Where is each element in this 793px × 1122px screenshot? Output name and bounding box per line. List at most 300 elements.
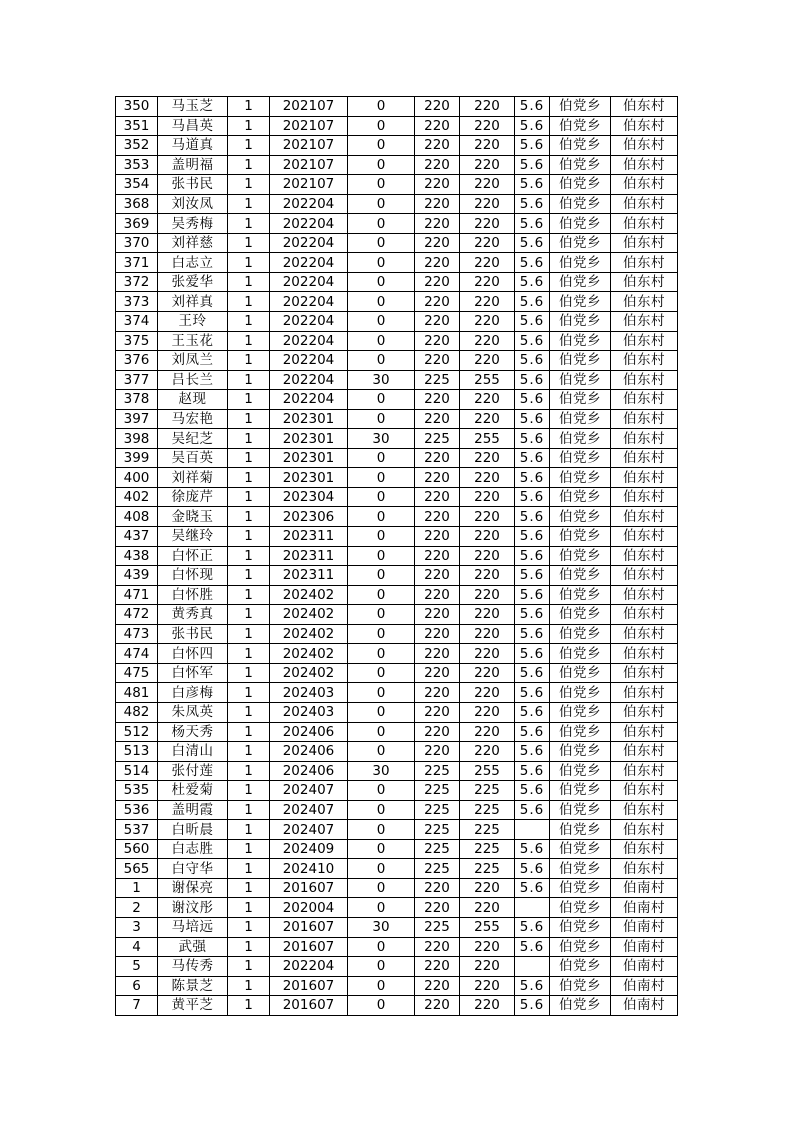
cell-total-amount: 220 xyxy=(460,409,515,429)
cell-start-month: 202204 xyxy=(270,214,348,234)
cell-base-amount: 220 xyxy=(415,312,460,332)
cell-base-amount: 220 xyxy=(415,507,460,527)
table-row xyxy=(116,820,678,840)
table-row xyxy=(116,448,678,468)
table-row xyxy=(116,253,678,273)
table-row xyxy=(116,292,678,312)
cell-subsidy: 0 xyxy=(348,331,415,351)
cell-subsidy: 0 xyxy=(348,155,415,175)
cell-household-count: 1 xyxy=(228,917,270,937)
cell-start-month: 202301 xyxy=(270,429,348,449)
table-row xyxy=(116,116,678,136)
cell-serial-number: 536 xyxy=(116,800,158,820)
cell-serial-number: 370 xyxy=(116,233,158,253)
table-row xyxy=(116,585,678,605)
table-row xyxy=(116,917,678,937)
cell-household-count: 1 xyxy=(228,370,270,390)
cell-township: 伯党乡 xyxy=(550,781,611,801)
cell-household-count: 1 xyxy=(228,605,270,625)
cell-township: 伯党乡 xyxy=(550,878,611,898)
cell-name: 杜爱菊 xyxy=(158,781,228,801)
cell-subsidy: 0 xyxy=(348,312,415,332)
cell-township: 伯党乡 xyxy=(550,800,611,820)
cell-village: 伯东村 xyxy=(611,781,678,801)
cell-serial-number: 475 xyxy=(116,663,158,683)
cell-township: 伯党乡 xyxy=(550,663,611,683)
table-row xyxy=(116,546,678,566)
cell-name: 吴纪芝 xyxy=(158,429,228,449)
cell-township: 伯党乡 xyxy=(550,839,611,859)
cell-serial-number: 400 xyxy=(116,468,158,488)
cell-village: 伯南村 xyxy=(611,957,678,977)
cell-village: 伯南村 xyxy=(611,976,678,996)
cell-village: 伯东村 xyxy=(611,116,678,136)
cell-subsidy: 0 xyxy=(348,878,415,898)
cell-total-amount: 220 xyxy=(460,175,515,195)
cell-household-count: 1 xyxy=(228,859,270,879)
cell-base-amount: 220 xyxy=(415,566,460,586)
cell-village: 伯南村 xyxy=(611,878,678,898)
cell-township: 伯党乡 xyxy=(550,566,611,586)
cell-serial-number: 353 xyxy=(116,155,158,175)
cell-base-amount: 220 xyxy=(415,527,460,547)
table-row xyxy=(116,194,678,214)
table-row xyxy=(116,312,678,332)
cell-township: 伯党乡 xyxy=(550,937,611,957)
cell-village: 伯东村 xyxy=(611,527,678,547)
cell-subsidy: 0 xyxy=(348,820,415,840)
cell-start-month: 202403 xyxy=(270,702,348,722)
cell-rate xyxy=(515,820,550,840)
table-row xyxy=(116,761,678,781)
cell-serial-number: 560 xyxy=(116,839,158,859)
cell-household-count: 1 xyxy=(228,253,270,273)
cell-household-count: 1 xyxy=(228,175,270,195)
cell-subsidy: 0 xyxy=(348,175,415,195)
cell-household-count: 1 xyxy=(228,351,270,371)
cell-name: 黄秀真 xyxy=(158,605,228,625)
cell-household-count: 1 xyxy=(228,155,270,175)
cell-serial-number: 482 xyxy=(116,702,158,722)
cell-serial-number: 473 xyxy=(116,624,158,644)
cell-name: 白怀正 xyxy=(158,546,228,566)
cell-township: 伯党乡 xyxy=(550,898,611,918)
cell-serial-number: 537 xyxy=(116,820,158,840)
cell-start-month: 202406 xyxy=(270,722,348,742)
cell-base-amount: 220 xyxy=(415,409,460,429)
cell-serial-number: 565 xyxy=(116,859,158,879)
cell-serial-number: 402 xyxy=(116,487,158,507)
cell-base-amount: 220 xyxy=(415,194,460,214)
cell-serial-number: 408 xyxy=(116,507,158,527)
cell-household-count: 1 xyxy=(228,136,270,156)
cell-base-amount: 220 xyxy=(415,585,460,605)
cell-township: 伯党乡 xyxy=(550,136,611,156)
cell-start-month: 202204 xyxy=(270,292,348,312)
cell-subsidy: 0 xyxy=(348,468,415,488)
cell-township: 伯党乡 xyxy=(550,859,611,879)
cell-serial-number: 377 xyxy=(116,370,158,390)
table-row xyxy=(116,175,678,195)
records-table-body xyxy=(116,97,678,1016)
table-row xyxy=(116,409,678,429)
cell-total-amount: 220 xyxy=(460,487,515,507)
cell-rate: 5.6 xyxy=(515,644,550,664)
cell-base-amount: 220 xyxy=(415,937,460,957)
cell-serial-number: 474 xyxy=(116,644,158,664)
cell-township: 伯党乡 xyxy=(550,761,611,781)
cell-household-count: 1 xyxy=(228,820,270,840)
cell-start-month: 201607 xyxy=(270,917,348,937)
cell-start-month: 202406 xyxy=(270,742,348,762)
cell-township: 伯党乡 xyxy=(550,448,611,468)
cell-name: 赵现 xyxy=(158,390,228,410)
cell-start-month: 202204 xyxy=(270,253,348,273)
cell-start-month: 202403 xyxy=(270,683,348,703)
cell-subsidy: 0 xyxy=(348,136,415,156)
cell-rate: 5.6 xyxy=(515,370,550,390)
cell-village: 伯东村 xyxy=(611,820,678,840)
cell-name: 谢保亮 xyxy=(158,878,228,898)
cell-name: 马培远 xyxy=(158,917,228,937)
cell-rate: 5.6 xyxy=(515,527,550,547)
cell-township: 伯党乡 xyxy=(550,292,611,312)
cell-start-month: 201607 xyxy=(270,937,348,957)
cell-base-amount: 220 xyxy=(415,468,460,488)
cell-start-month: 202204 xyxy=(270,957,348,977)
cell-household-count: 1 xyxy=(228,878,270,898)
table-row xyxy=(116,839,678,859)
cell-name: 白志立 xyxy=(158,253,228,273)
cell-start-month: 202402 xyxy=(270,624,348,644)
cell-base-amount: 225 xyxy=(415,859,460,879)
cell-start-month: 202204 xyxy=(270,390,348,410)
table-row xyxy=(116,370,678,390)
cell-base-amount: 220 xyxy=(415,605,460,625)
table-row xyxy=(116,136,678,156)
cell-village: 伯东村 xyxy=(611,214,678,234)
cell-rate: 5.6 xyxy=(515,312,550,332)
table-row xyxy=(116,859,678,879)
cell-household-count: 1 xyxy=(228,468,270,488)
cell-township: 伯党乡 xyxy=(550,644,611,664)
cell-household-count: 1 xyxy=(228,116,270,136)
cell-name: 陈景芝 xyxy=(158,976,228,996)
cell-subsidy: 0 xyxy=(348,722,415,742)
cell-rate: 5.6 xyxy=(515,448,550,468)
cell-total-amount: 220 xyxy=(460,292,515,312)
cell-subsidy: 30 xyxy=(348,429,415,449)
cell-village: 伯东村 xyxy=(611,312,678,332)
cell-serial-number: 352 xyxy=(116,136,158,156)
cell-start-month: 202204 xyxy=(270,331,348,351)
cell-household-count: 1 xyxy=(228,546,270,566)
cell-subsidy: 0 xyxy=(348,507,415,527)
cell-subsidy: 30 xyxy=(348,370,415,390)
cell-township: 伯党乡 xyxy=(550,409,611,429)
table-row xyxy=(116,742,678,762)
cell-total-amount: 220 xyxy=(460,194,515,214)
cell-base-amount: 225 xyxy=(415,429,460,449)
cell-rate: 5.6 xyxy=(515,468,550,488)
cell-household-count: 1 xyxy=(228,742,270,762)
cell-village: 伯东村 xyxy=(611,233,678,253)
cell-start-month: 202107 xyxy=(270,175,348,195)
cell-total-amount: 220 xyxy=(460,878,515,898)
cell-name: 张书民 xyxy=(158,624,228,644)
cell-base-amount: 220 xyxy=(415,292,460,312)
cell-base-amount: 225 xyxy=(415,917,460,937)
cell-total-amount: 225 xyxy=(460,820,515,840)
cell-subsidy: 0 xyxy=(348,663,415,683)
cell-serial-number: 481 xyxy=(116,683,158,703)
cell-base-amount: 225 xyxy=(415,370,460,390)
cell-name: 黄平芝 xyxy=(158,996,228,1016)
cell-subsidy: 0 xyxy=(348,527,415,547)
cell-household-count: 1 xyxy=(228,97,270,117)
cell-subsidy: 30 xyxy=(348,761,415,781)
cell-total-amount: 220 xyxy=(460,644,515,664)
cell-household-count: 1 xyxy=(228,292,270,312)
table-row xyxy=(116,996,678,1016)
cell-name: 张书民 xyxy=(158,175,228,195)
cell-serial-number: 397 xyxy=(116,409,158,429)
cell-household-count: 1 xyxy=(228,644,270,664)
table-row xyxy=(116,663,678,683)
cell-household-count: 1 xyxy=(228,585,270,605)
table-row xyxy=(116,957,678,977)
cell-total-amount: 220 xyxy=(460,116,515,136)
cell-name: 谢汶彤 xyxy=(158,898,228,918)
cell-village: 伯东村 xyxy=(611,97,678,117)
cell-name: 白守华 xyxy=(158,859,228,879)
cell-total-amount: 220 xyxy=(460,624,515,644)
cell-subsidy: 0 xyxy=(348,253,415,273)
cell-subsidy: 0 xyxy=(348,839,415,859)
table-row xyxy=(116,468,678,488)
cell-subsidy: 0 xyxy=(348,937,415,957)
cell-start-month: 202311 xyxy=(270,546,348,566)
cell-rate: 5.6 xyxy=(515,917,550,937)
table-row xyxy=(116,878,678,898)
cell-household-count: 1 xyxy=(228,683,270,703)
cell-household-count: 1 xyxy=(228,976,270,996)
cell-serial-number: 471 xyxy=(116,585,158,605)
cell-total-amount: 220 xyxy=(460,702,515,722)
cell-village: 伯东村 xyxy=(611,175,678,195)
cell-start-month: 202311 xyxy=(270,527,348,547)
cell-total-amount: 225 xyxy=(460,859,515,879)
table-row xyxy=(116,683,678,703)
cell-base-amount: 220 xyxy=(415,136,460,156)
cell-township: 伯党乡 xyxy=(550,624,611,644)
cell-village: 伯东村 xyxy=(611,546,678,566)
cell-base-amount: 220 xyxy=(415,624,460,644)
cell-start-month: 202004 xyxy=(270,898,348,918)
cell-rate: 5.6 xyxy=(515,97,550,117)
cell-total-amount: 220 xyxy=(460,683,515,703)
cell-township: 伯党乡 xyxy=(550,976,611,996)
cell-name: 刘祥真 xyxy=(158,292,228,312)
cell-name: 白怀四 xyxy=(158,644,228,664)
cell-total-amount: 220 xyxy=(460,976,515,996)
table-row xyxy=(116,233,678,253)
cell-serial-number: 6 xyxy=(116,976,158,996)
cell-name: 刘祥菊 xyxy=(158,468,228,488)
cell-village: 伯东村 xyxy=(611,370,678,390)
cell-subsidy: 0 xyxy=(348,898,415,918)
cell-total-amount: 220 xyxy=(460,898,515,918)
cell-name: 马道真 xyxy=(158,136,228,156)
cell-township: 伯党乡 xyxy=(550,175,611,195)
cell-rate: 5.6 xyxy=(515,546,550,566)
cell-township: 伯党乡 xyxy=(550,331,611,351)
table-row xyxy=(116,624,678,644)
cell-base-amount: 220 xyxy=(415,546,460,566)
cell-total-amount: 225 xyxy=(460,839,515,859)
cell-total-amount: 220 xyxy=(460,214,515,234)
cell-start-month: 201607 xyxy=(270,976,348,996)
cell-household-count: 1 xyxy=(228,487,270,507)
cell-rate: 5.6 xyxy=(515,214,550,234)
cell-rate: 5.6 xyxy=(515,800,550,820)
cell-total-amount: 220 xyxy=(460,448,515,468)
cell-name: 白怀军 xyxy=(158,663,228,683)
cell-rate: 5.6 xyxy=(515,683,550,703)
cell-township: 伯党乡 xyxy=(550,917,611,937)
cell-rate: 5.6 xyxy=(515,429,550,449)
cell-village: 伯东村 xyxy=(611,194,678,214)
cell-rate: 5.6 xyxy=(515,390,550,410)
cell-total-amount: 225 xyxy=(460,800,515,820)
cell-village: 伯东村 xyxy=(611,566,678,586)
cell-rate: 5.6 xyxy=(515,136,550,156)
cell-name: 武强 xyxy=(158,937,228,957)
cell-total-amount: 220 xyxy=(460,546,515,566)
cell-village: 伯东村 xyxy=(611,722,678,742)
cell-household-count: 1 xyxy=(228,839,270,859)
cell-subsidy: 0 xyxy=(348,644,415,664)
table-row xyxy=(116,390,678,410)
cell-name: 白志胜 xyxy=(158,839,228,859)
cell-serial-number: 4 xyxy=(116,937,158,957)
cell-rate: 5.6 xyxy=(515,859,550,879)
table-row xyxy=(116,800,678,820)
table-row xyxy=(116,97,678,117)
cell-start-month: 202301 xyxy=(270,468,348,488)
cell-start-month: 201607 xyxy=(270,878,348,898)
cell-rate: 5.6 xyxy=(515,409,550,429)
cell-total-amount: 220 xyxy=(460,663,515,683)
cell-subsidy: 0 xyxy=(348,702,415,722)
cell-serial-number: 376 xyxy=(116,351,158,371)
cell-household-count: 1 xyxy=(228,390,270,410)
cell-township: 伯党乡 xyxy=(550,272,611,292)
cell-rate: 5.6 xyxy=(515,663,550,683)
table-row xyxy=(116,605,678,625)
cell-name: 刘汝凤 xyxy=(158,194,228,214)
table-row xyxy=(116,937,678,957)
table-row xyxy=(116,527,678,547)
cell-start-month: 202407 xyxy=(270,820,348,840)
cell-household-count: 1 xyxy=(228,272,270,292)
cell-total-amount: 220 xyxy=(460,312,515,332)
cell-start-month: 202204 xyxy=(270,233,348,253)
cell-township: 伯党乡 xyxy=(550,585,611,605)
cell-township: 伯党乡 xyxy=(550,722,611,742)
cell-township: 伯党乡 xyxy=(550,957,611,977)
cell-name: 吕长兰 xyxy=(158,370,228,390)
table-row xyxy=(116,644,678,664)
cell-village: 伯东村 xyxy=(611,839,678,859)
cell-total-amount: 220 xyxy=(460,996,515,1016)
cell-subsidy: 0 xyxy=(348,194,415,214)
cell-household-count: 1 xyxy=(228,527,270,547)
cell-household-count: 1 xyxy=(228,663,270,683)
cell-name: 王玲 xyxy=(158,312,228,332)
cell-subsidy: 0 xyxy=(348,97,415,117)
cell-household-count: 1 xyxy=(228,702,270,722)
cell-name: 盖明霞 xyxy=(158,800,228,820)
cell-start-month: 202204 xyxy=(270,272,348,292)
cell-serial-number: 354 xyxy=(116,175,158,195)
cell-start-month: 202311 xyxy=(270,566,348,586)
cell-subsidy: 0 xyxy=(348,409,415,429)
cell-township: 伯党乡 xyxy=(550,605,611,625)
cell-serial-number: 1 xyxy=(116,878,158,898)
cell-township: 伯党乡 xyxy=(550,312,611,332)
table-row xyxy=(116,566,678,586)
cell-rate xyxy=(515,957,550,977)
table-row xyxy=(116,214,678,234)
cell-rate: 5.6 xyxy=(515,605,550,625)
cell-subsidy: 0 xyxy=(348,351,415,371)
cell-start-month: 202107 xyxy=(270,97,348,117)
cell-base-amount: 220 xyxy=(415,272,460,292)
cell-total-amount: 220 xyxy=(460,272,515,292)
cell-household-count: 1 xyxy=(228,800,270,820)
cell-base-amount: 220 xyxy=(415,116,460,136)
cell-serial-number: 438 xyxy=(116,546,158,566)
cell-name: 金晓玉 xyxy=(158,507,228,527)
cell-start-month: 202304 xyxy=(270,487,348,507)
cell-base-amount: 220 xyxy=(415,214,460,234)
cell-township: 伯党乡 xyxy=(550,820,611,840)
table-row xyxy=(116,429,678,449)
cell-start-month: 202402 xyxy=(270,663,348,683)
cell-subsidy: 0 xyxy=(348,566,415,586)
cell-rate: 5.6 xyxy=(515,116,550,136)
cell-township: 伯党乡 xyxy=(550,390,611,410)
cell-subsidy: 0 xyxy=(348,683,415,703)
cell-serial-number: 372 xyxy=(116,272,158,292)
cell-name: 张爱华 xyxy=(158,272,228,292)
cell-base-amount: 220 xyxy=(415,663,460,683)
cell-serial-number: 351 xyxy=(116,116,158,136)
cell-base-amount: 220 xyxy=(415,331,460,351)
cell-household-count: 1 xyxy=(228,448,270,468)
cell-serial-number: 7 xyxy=(116,996,158,1016)
cell-serial-number: 439 xyxy=(116,566,158,586)
cell-total-amount: 220 xyxy=(460,722,515,742)
cell-name: 徐庞芹 xyxy=(158,487,228,507)
cell-subsidy: 0 xyxy=(348,605,415,625)
cell-name: 白彦梅 xyxy=(158,683,228,703)
cell-household-count: 1 xyxy=(228,409,270,429)
cell-serial-number: 374 xyxy=(116,312,158,332)
cell-start-month: 202410 xyxy=(270,859,348,879)
cell-base-amount: 225 xyxy=(415,839,460,859)
